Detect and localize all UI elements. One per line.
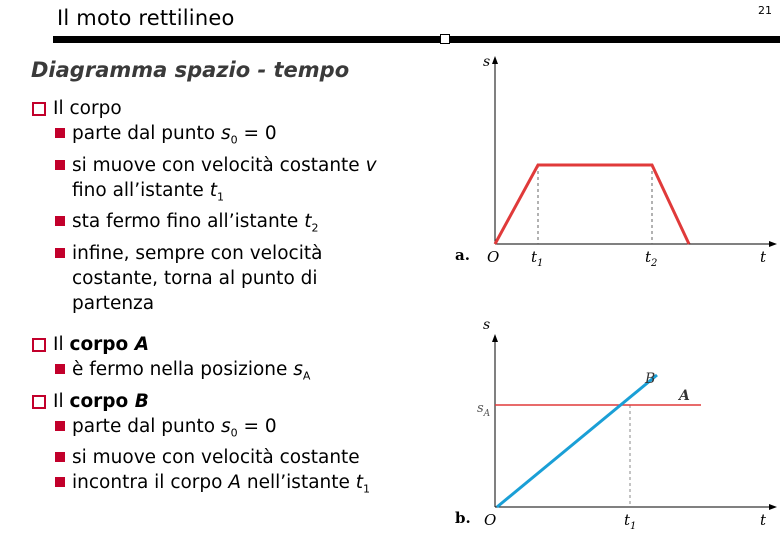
bullet-subitem: parte dal punto $s_0 = 0$ (31, 414, 370, 446)
bullet-item: Il corpo A (31, 332, 370, 357)
bullet-subitem: è fermo nella posizione $s_A$ (31, 357, 370, 389)
bullet-subitem: si muove con velocità costante (31, 445, 370, 470)
graph-b-y-label: s (483, 317, 491, 333)
graph-b-x-arrow (769, 504, 777, 510)
graph-b (455, 317, 777, 532)
graph-a-y-label: s (483, 54, 491, 70)
slide-title: Il moto rettilineo (57, 6, 235, 30)
graphs-svg (455, 48, 780, 540)
graph-b-origin: O (484, 511, 497, 529)
graph-a-t2-label: $t_2$ (645, 248, 658, 269)
bullet-subitem: parte dal punto $s_0 = 0$ (31, 121, 377, 153)
graph-b-y-arrow (492, 334, 498, 342)
graph-a-t1-label: $t_1$ (531, 248, 544, 269)
graph-a-x-arrow (769, 241, 777, 247)
graph-a-y-arrow (492, 56, 498, 64)
subtitle: Diagramma spazio - tempo (31, 58, 350, 82)
bullet-subitem: infine, sempre con velocità (31, 241, 377, 266)
graph-panel (455, 48, 780, 540)
graph-b-x-label: t (760, 511, 767, 529)
title-rule-marker (440, 34, 450, 44)
graph-a-tag: a. (455, 246, 470, 264)
graph-b-t1-label: $t_1$ (624, 511, 637, 532)
graph-a-x-label: t (760, 248, 767, 266)
graph-b-label-a: A (679, 388, 690, 404)
bullet-subitem: incontra il corpo A nell’istante $t_1$ (31, 470, 370, 502)
bullet-continuation: costante, torna al punto di (72, 268, 318, 290)
bullet-item: Il corpo B (31, 389, 370, 414)
graph-a-motion-line (495, 165, 689, 244)
graph-a (455, 54, 777, 269)
graph-b-label-b: B (645, 371, 656, 387)
bullet-list-1 (31, 96, 377, 316)
graph-b-line-b (497, 375, 657, 507)
bullet-continuation: fino all’istante $t_1$ (72, 179, 224, 204)
bullet-subitem: sta fermo fino all’istante $t_2$ (31, 209, 377, 241)
graph-a-origin: O (487, 248, 500, 266)
graph-b-sA-label: $s_A$ (477, 401, 491, 419)
bullet-continuation: partenza (72, 293, 155, 315)
bullet-subitem: si muove con velocità costante v (31, 153, 377, 178)
graph-b-tag: b. (455, 509, 471, 527)
bullet-list-2 (31, 332, 370, 502)
bullet-item: Il corpo (31, 96, 377, 121)
title-rule (53, 36, 780, 43)
page-number: 21 (758, 4, 772, 17)
